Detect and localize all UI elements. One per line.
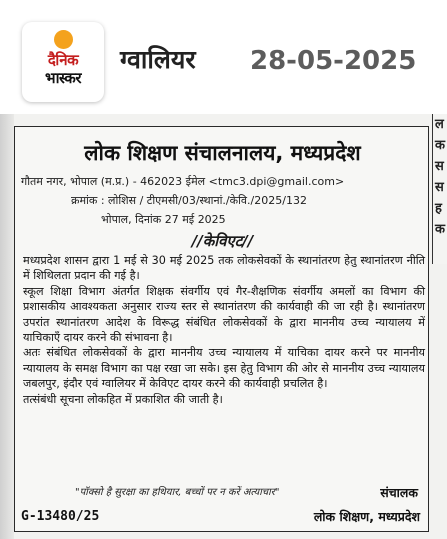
- notice-address: गौतम नगर, भोपाल (म.प्र.) - 462023 ईमेल <tmc3.dpi@gmail.com>: [21, 175, 345, 188]
- caveat-notice: [14, 126, 429, 532]
- logo-line-1: दैनिक: [47, 51, 79, 69]
- newspaper-header: [0, 0, 447, 113]
- newspaper-clipping: [0, 114, 447, 539]
- logo-line-2: भास्कर: [45, 69, 81, 87]
- strip-char: ह: [435, 201, 442, 216]
- notice-date: भोपाल, दिनांक 27 मई 2025: [101, 213, 226, 226]
- dainik-bhaskar-logo: [22, 22, 104, 102]
- notice-title: लोक शिक्षण संचालनालय, मध्यप्रदेश: [84, 141, 361, 165]
- strip-char: स: [435, 180, 444, 195]
- strip-char: ल: [435, 117, 444, 132]
- notice-paragraph: अतः संबंधित लोकसेवकों के द्वारा माननीय उच्च न्यायालय में याचिका दायर करने पर माननीय न्यायालय के समक्ष विभाग का पक्ष रखा जा सके। इस हेतु विभाग की ओर से माननीय उच्च न्यायालय जबलपुर, इंदौर एवं ग्वालियर में केविएट दायर करने की कार्यवाही प्रचलित है।: [23, 346, 425, 391]
- notice-reference-number: क्रमांक : लोशिस / टीएमसी/03/स्थानां./केवि./2025/132: [71, 194, 307, 207]
- notice-paragraph: तत्संबंधी सूचना लोकहित में प्रकाशित की जाती है।: [23, 392, 223, 406]
- notice-paragraph: स्कूल शिक्षा विभाग अंतर्गत शिक्षक संवर्गीय एवं गैर-शैक्षणिक संवर्गीय अमलों का विभाग की प्रशासकीय आवश्यकता अनुसार राज्य स्तर से स्थानांतरण की कार्यवाही की जा रही है। स्थानांतरण उपरांत स्थानांतरण आदेश के विरूद्ध संबंधित लोकसेवकों के द्वारा माननीय उच्च न्यायालय में याचिकाएँ दायर करने की संभावना है।: [23, 284, 425, 345]
- notice-body: [23, 253, 425, 407]
- strip-char: क: [435, 138, 445, 153]
- edition-date: 28-05-2025: [250, 46, 417, 76]
- strip-char: स: [435, 159, 444, 174]
- edition-city: ग्वालियर: [120, 45, 196, 74]
- signatory-office: लोक शिक्षण, मध्यप्रदेश: [313, 509, 420, 524]
- adjacent-column-edge: [0, 114, 14, 539]
- adjacent-article-strip: [432, 114, 447, 264]
- sun-icon: [54, 30, 73, 49]
- signatory-title: संचालक: [380, 485, 418, 500]
- advertisement-number: G-13480/25: [21, 509, 100, 524]
- notice-paragraph: मध्यप्रदेश शासन द्वारा 1 मई से 30 मई 2025 तक लोकसेवकों के स्थानांतरण हेतु स्थानांतरण नीति में शिथिलता प्रदान की गई है।: [23, 254, 425, 283]
- caveat-heading: //केविएट//: [191, 232, 254, 250]
- pocso-slogan: "पॉक्सो है सुरक्षा का हथियार, बच्चों पर न करें अत्याचार": [75, 487, 280, 498]
- strip-char: क: [435, 222, 445, 237]
